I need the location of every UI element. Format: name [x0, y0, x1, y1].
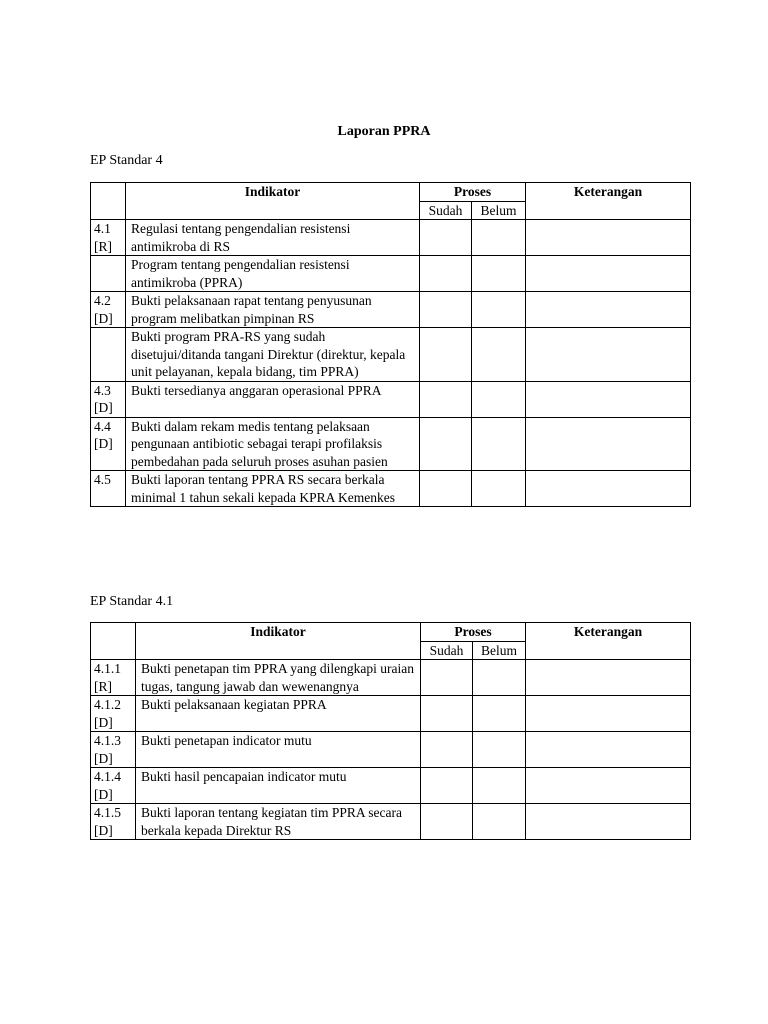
indikator-cell: Bukti hasil pencapaian indicator mutu [136, 768, 421, 804]
sudah-cell[interactable] [420, 220, 472, 256]
header-proses: Proses [420, 183, 526, 202]
row-number: 4.1.3 [D] [91, 732, 136, 768]
keterangan-cell[interactable] [526, 381, 691, 417]
page-title: Laporan PPRA [337, 124, 431, 139]
header-indikator: Indikator [126, 183, 420, 220]
sudah-cell[interactable] [420, 381, 472, 417]
table-row [91, 381, 691, 417]
header-keterangan: Keterangan [526, 183, 691, 220]
keterangan-cell[interactable] [526, 660, 691, 696]
keterangan-cell[interactable] [526, 732, 691, 768]
header-no [91, 183, 126, 220]
row-number: 4.1 [R] [91, 220, 126, 256]
belum-cell[interactable] [472, 417, 526, 471]
row-number: 4.3 [D] [91, 381, 126, 417]
indikator-cell: Regulasi tentang pengendalian resistensi antimikroba di RS [126, 220, 420, 256]
keterangan-cell[interactable] [526, 471, 691, 507]
sudah-cell[interactable] [420, 328, 472, 382]
belum-cell[interactable] [473, 804, 526, 840]
table-row [91, 328, 691, 382]
header-sudah: Sudah [420, 201, 472, 220]
section-label-ep-standar-4: EP Standar 4 [90, 153, 163, 168]
row-number: 4.1.5 [D] [91, 804, 136, 840]
table-row [91, 471, 691, 507]
table-row [91, 768, 691, 804]
row-number: 4.1.4 [D] [91, 768, 136, 804]
belum-cell[interactable] [473, 660, 526, 696]
belum-cell[interactable] [473, 732, 526, 768]
row-number: 4.2 [D] [91, 292, 126, 328]
header-keterangan: Keterangan [526, 623, 691, 660]
keterangan-cell[interactable] [526, 696, 691, 732]
sudah-cell[interactable] [420, 256, 472, 292]
keterangan-cell[interactable] [526, 220, 691, 256]
sudah-cell[interactable] [421, 732, 473, 768]
ep-standar-4-1-table [90, 622, 691, 840]
belum-cell[interactable] [472, 381, 526, 417]
sudah-cell[interactable] [420, 417, 472, 471]
sudah-cell[interactable] [420, 471, 472, 507]
header-sudah: Sudah [421, 641, 473, 660]
table-row [91, 732, 691, 768]
belum-cell[interactable] [472, 328, 526, 382]
row-number: 4.1.1 [R] [91, 660, 136, 696]
belum-cell[interactable] [472, 471, 526, 507]
header-indikator: Indikator [136, 623, 421, 660]
row-number [91, 328, 126, 382]
sudah-cell[interactable] [421, 660, 473, 696]
keterangan-cell[interactable] [526, 328, 691, 382]
indikator-cell: Bukti pelaksanaan rapat tentang penyusunan program melibatkan pimpinan RS [126, 292, 420, 328]
section-label-ep-standar-4-1: EP Standar 4.1 [90, 594, 174, 609]
header-no [91, 623, 136, 660]
belum-cell[interactable] [473, 696, 526, 732]
header-belum: Belum [472, 201, 526, 220]
keterangan-cell[interactable] [526, 768, 691, 804]
keterangan-cell[interactable] [526, 417, 691, 471]
table-row [91, 220, 691, 256]
row-number [91, 256, 126, 292]
ep-standar-4-table [90, 182, 691, 507]
keterangan-cell[interactable] [526, 804, 691, 840]
row-number: 4.4 [D] [91, 417, 126, 471]
table-row [91, 660, 691, 696]
table-row [91, 292, 691, 328]
header-belum: Belum [473, 641, 526, 660]
belum-cell[interactable] [472, 292, 526, 328]
indikator-cell: Bukti tersedianya anggaran operasional PPRA [126, 381, 420, 417]
belum-cell[interactable] [472, 220, 526, 256]
belum-cell[interactable] [473, 768, 526, 804]
table-row [91, 804, 691, 840]
table-row [91, 696, 691, 732]
indikator-cell: Bukti program PRA-RS yang sudah disetujui/ditanda tangani Direktur (direktur, kepala unit pelayanan, kepala bidang, tim PPRA) [126, 328, 420, 382]
table-body [91, 220, 691, 507]
table-body [91, 660, 691, 840]
indikator-cell: Bukti laporan tentang PPRA RS secara berkala minimal 1 tahun sekali kepada KPRA Kemenkes [126, 471, 420, 507]
row-number: 4.1.2 [D] [91, 696, 136, 732]
row-number: 4.5 [91, 471, 126, 507]
sudah-cell[interactable] [421, 768, 473, 804]
keterangan-cell[interactable] [526, 292, 691, 328]
indikator-cell: Bukti dalam rekam medis tentang pelaksaan pengunaan antibiotic sebagai terapi profilaksis pembedahan pada seluruh proses asuhan pasien [126, 417, 420, 471]
indikator-cell: Bukti penetapan tim PPRA yang dilengkapi uraian tugas, tangung jawab dan wewenangnya [136, 660, 421, 696]
indikator-cell: Bukti laporan tentang kegiatan tim PPRA secara berkala kepada Direktur RS [136, 804, 421, 840]
sudah-cell[interactable] [421, 696, 473, 732]
header-proses: Proses [421, 623, 526, 642]
table-row [91, 417, 691, 471]
sudah-cell[interactable] [420, 292, 472, 328]
indikator-cell: Program tentang pengendalian resistensi antimikroba (PPRA) [126, 256, 420, 292]
table-row [91, 256, 691, 292]
belum-cell[interactable] [472, 256, 526, 292]
sudah-cell[interactable] [421, 804, 473, 840]
indikator-cell: Bukti penetapan indicator mutu [136, 732, 421, 768]
keterangan-cell[interactable] [526, 256, 691, 292]
indikator-cell: Bukti pelaksanaan kegiatan PPRA [136, 696, 421, 732]
